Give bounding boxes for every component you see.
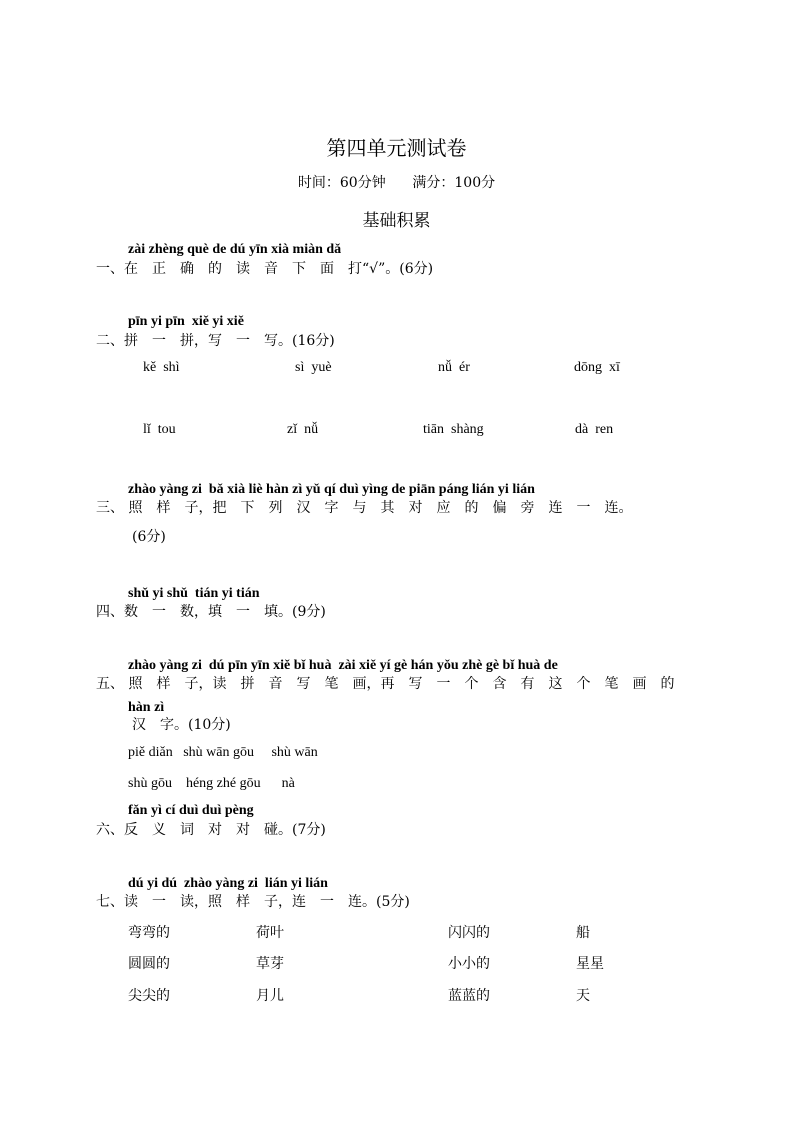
page-title: 第四单元测试卷 — [326, 136, 467, 160]
q1-pinyin: zài zhèng què de dú yīn xià miàn dǎ — [128, 242, 342, 257]
q3-score: (6分) — [132, 529, 166, 545]
q5-pinyin: zhào yàng zi dú pīn yīn xiě bǐ huà zài xiě yí gè hán yǒu zhè gè bǐ huà de — [128, 658, 558, 673]
q2-pinyin: pīn yi pīn xiě yi xiě — [128, 314, 244, 329]
q7-item: 尖尖的 — [128, 988, 170, 1004]
q7-item: 星星 — [576, 956, 604, 972]
q3-text: 三、 照 样 子，把 下 列 汉 字 与 其 对 应 的 偏 旁 连 一 连。 — [96, 500, 633, 516]
q4-pinyin: shǔ yi shǔ tián yi tián — [128, 586, 260, 601]
q7-text: 七、读 一 读，照 样 子，连 一 连。(5分) — [96, 894, 410, 910]
q1-text: 一、在 正 确 的 读 音 下 面 打“√”。(6分) — [96, 261, 434, 277]
q2-word: sì yuè — [295, 360, 332, 375]
q2-word: zǐ nǚ — [287, 422, 319, 437]
q2-word: dà ren — [575, 422, 614, 437]
q7-item: 圆圆的 — [128, 956, 170, 972]
q2-word: lǐ tou — [143, 422, 176, 437]
q2-text: 二、拼 一 拼，写 一 写。(16分) — [96, 333, 335, 349]
q7-item: 船 — [576, 925, 590, 941]
q7-item: 草芽 — [256, 956, 284, 972]
q6-pinyin: fǎn yì cí duì duì pèng — [128, 803, 254, 818]
q2-word: kě shì — [143, 360, 180, 375]
q7-item: 小小的 — [448, 956, 490, 972]
q5-text-2: 汉 字。(10分) — [132, 717, 231, 733]
q2-word: tiān shàng — [423, 422, 484, 437]
q7-item: 天 — [576, 988, 590, 1004]
q5-strokes-row: shù gōu héng zhé gōu nà — [128, 776, 295, 791]
q7-item: 闪闪的 — [448, 925, 490, 941]
q6-text: 六、反 义 词 对 对 碰。(7分) — [96, 822, 326, 838]
q5-text: 五、 照 样 子，读 拼 音 写 笔 画，再 写 一 个 含 有 这 个 笔 画 的 — [96, 676, 675, 692]
q5-pinyin-2: hàn zì — [128, 700, 165, 715]
q7-item: 荷叶 — [256, 925, 284, 941]
q7-item: 蓝蓝的 — [448, 988, 490, 1004]
q5-strokes-row: piě diǎn shù wān gōu shù wān — [128, 745, 318, 760]
q4-text: 四、数 一 数，填 一 填。(9分) — [96, 604, 326, 620]
q2-word: nǚ ér — [438, 360, 470, 375]
q2-word: dōng xī — [574, 360, 620, 375]
q7-pinyin: dú yi dú zhào yàng zi lián yi lián — [128, 876, 328, 891]
section-heading: 基础积累 — [362, 211, 431, 231]
exam-meta: 时间：60分钟 满分：100分 — [297, 175, 496, 191]
q3-pinyin: zhào yàng zi bǎ xià liè hàn zì yǔ qí duì yìng de piān páng lián yi lián — [128, 482, 535, 497]
q7-item: 月儿 — [256, 988, 284, 1004]
q7-item: 弯弯的 — [128, 925, 170, 941]
